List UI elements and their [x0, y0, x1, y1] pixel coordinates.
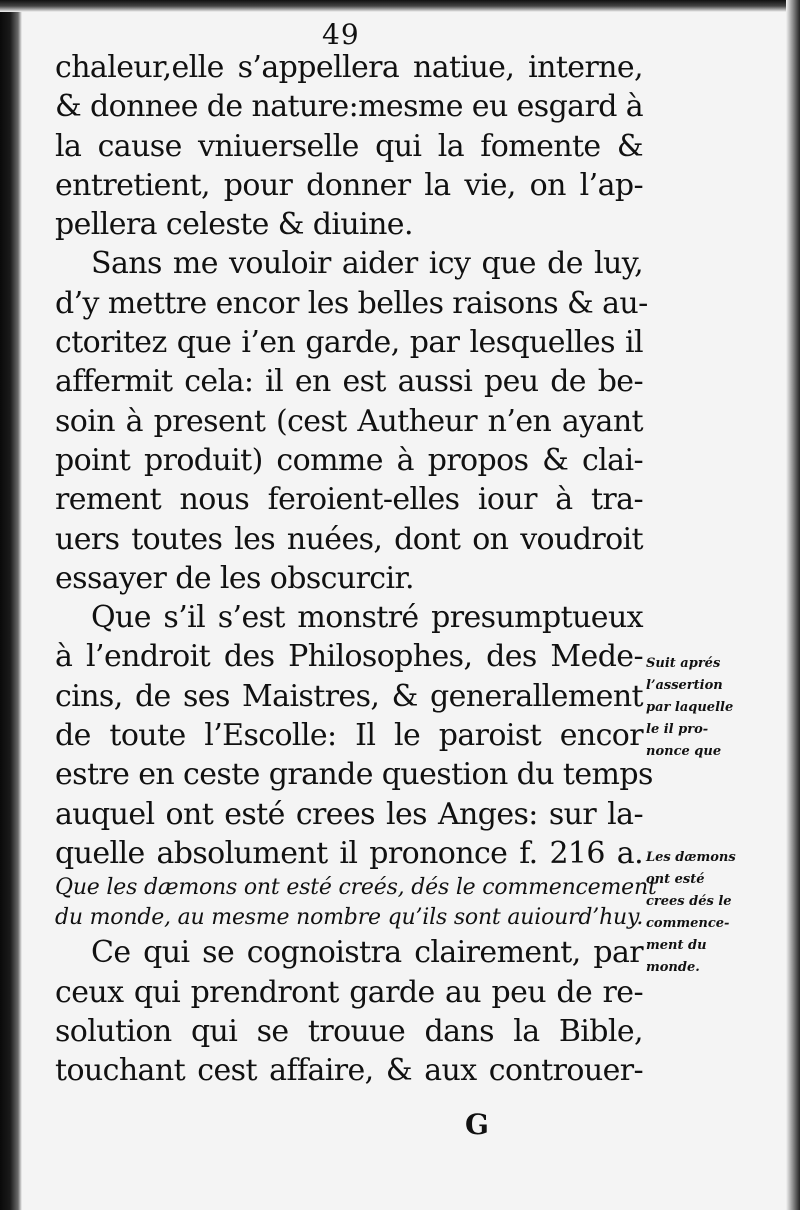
text-line: cins, de ses Maistres, & generallement [55, 678, 643, 714]
text-line: la cause vniuerselle qui la fomente & [55, 128, 643, 164]
text-line: point produit) comme à propos & clai- [55, 442, 643, 478]
page-right-edge [786, 0, 800, 1210]
margin-note-line: ont esté [646, 872, 705, 887]
text-line: solution qui se trouue dans la Bible, [55, 1013, 643, 1049]
text-line: essayer de les obscurcir. [55, 560, 414, 596]
margin-note-line: commence- [646, 916, 730, 931]
text-line: affermit cela: il en est aussi peu de be- [55, 364, 643, 400]
text-line: quelle absolument il prononce f. 216 a. [55, 835, 643, 871]
text-line: auquel ont esté crees les Anges: sur la- [55, 796, 643, 832]
page-top-shadow [0, 0, 800, 12]
text-line: touchant cest affaire, & aux controuer- [55, 1053, 643, 1089]
page-number: 49 [322, 18, 360, 51]
margin-note-1 [646, 653, 776, 763]
text-line: Ce qui se cognoistra clairement, par [91, 935, 643, 971]
margin-note-line: nonce que [646, 744, 722, 759]
margin-notes [646, 653, 776, 979]
margin-note-line: par laquelle [646, 700, 734, 715]
margin-note-line: Suit aprés [646, 656, 721, 671]
signature-mark: G [465, 1108, 489, 1141]
margin-note-line: monde. [646, 960, 700, 975]
body-text [55, 48, 657, 1090]
text-line: & donnee de nature:mesme eu esgard à [55, 89, 644, 125]
text-line: Sans me vouloir aider icy que de luy, [91, 246, 643, 282]
text-line: entretient, pour donner la vie, on l’ap- [55, 167, 643, 203]
text-line: chaleur,elle s’appellera natiue, interne, [55, 50, 643, 85]
text-line: de toute l’Escolle: Il le paroist encor [55, 718, 643, 754]
text-line: pellera celeste & diuine. [55, 207, 413, 243]
text-line: Que les dæmons ont esté creés, dés le commencement [55, 875, 657, 901]
margin-note-2 [646, 847, 776, 979]
text-line: estre en ceste grande question du temps [55, 757, 653, 793]
text-line: du monde, au mesme nombre qu’ils sont auiourd’huy. [55, 905, 644, 931]
margin-note-line: l’assertion [646, 678, 723, 693]
text-line: ceux qui prendront garde au peu de re- [55, 974, 643, 1010]
text-line: ctoritez que i’en garde, par lesquelles il [55, 325, 643, 361]
text-line: Que s’il s’est monstré presumptueux [91, 600, 643, 636]
margin-note-line: le il pro- [646, 722, 709, 737]
page-gutter-shadow [0, 0, 22, 1210]
margin-note-line: ment du [646, 938, 707, 953]
margin-note-line: crees dés le [646, 894, 732, 909]
text-line: à l’endroit des Philosophes, des Mede- [55, 639, 643, 675]
text-line: rement nous feroient-elles iour à tra- [55, 482, 643, 518]
text-line: soin à present (cest Autheur n’en ayant [55, 403, 643, 439]
text-line: uers toutes les nuées, dont on voudroit [55, 521, 643, 557]
margin-note-line: Les dæmons [646, 850, 736, 865]
text-line: d’y mettre encor les belles raisons & au- [55, 285, 648, 321]
